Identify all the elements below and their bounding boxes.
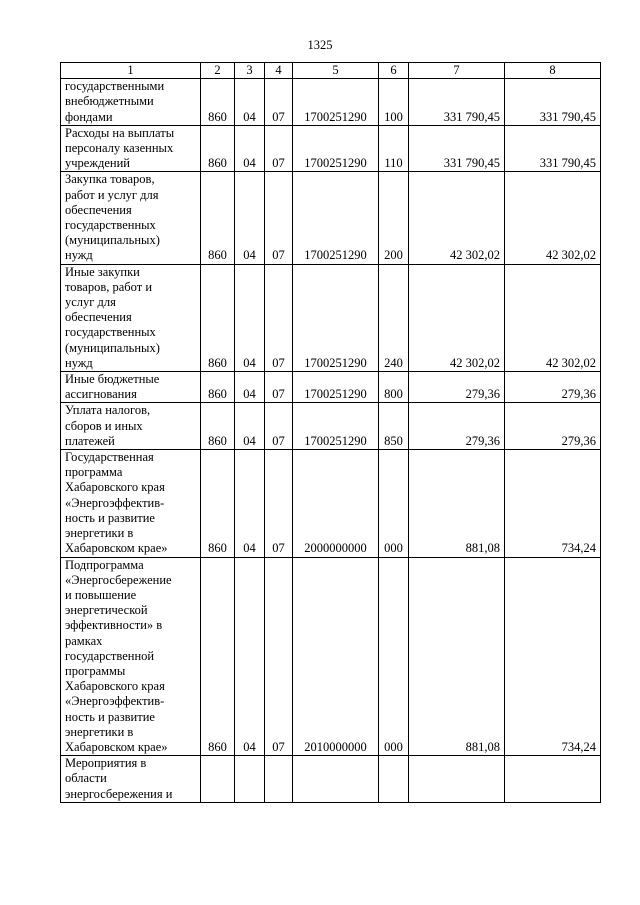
row-col5-cell: 1700251290 xyxy=(293,79,379,126)
budget-table xyxy=(60,62,601,803)
row-col4-cell: 07 xyxy=(265,79,293,126)
row-name-cell: государственными внебюджетными фондами xyxy=(61,79,201,126)
row-col5-cell xyxy=(293,756,379,803)
row-col3-cell: 04 xyxy=(235,79,265,126)
row-name-cell: Иные закупки товаров, работ и услуг для обеспечения государственных (муниципальных) нужд xyxy=(61,264,201,371)
row-name-cell: Мероприятия в области энергосбережения и xyxy=(61,756,201,803)
header-cell-4: 4 xyxy=(265,63,293,79)
row-col3-cell: 04 xyxy=(235,450,265,557)
table-row xyxy=(61,125,601,172)
row-col6-cell: 800 xyxy=(379,372,409,403)
row-col2-cell: 860 xyxy=(201,79,235,126)
row-name-cell: Уплата налогов, сборов и иных платежей xyxy=(61,403,201,450)
row-col6-cell: 000 xyxy=(379,450,409,557)
header-cell-7: 7 xyxy=(409,63,505,79)
row-col2-cell: 860 xyxy=(201,172,235,264)
row-name-cell: Расходы на выплаты персоналу казенных учреждений xyxy=(61,125,201,172)
row-col2-cell xyxy=(201,756,235,803)
row-name-cell: Закупка товаров, работ и услуг для обеспечения государственных (муниципальных) нужд xyxy=(61,172,201,264)
row-col5-cell: 2010000000 xyxy=(293,557,379,756)
row-col8-cell: 331 790,45 xyxy=(505,125,601,172)
row-col2-cell: 860 xyxy=(201,403,235,450)
row-col6-cell: 000 xyxy=(379,557,409,756)
row-col6-cell: 100 xyxy=(379,79,409,126)
header-cell-5: 5 xyxy=(293,63,379,79)
row-col4-cell: 07 xyxy=(265,450,293,557)
row-col4-cell: 07 xyxy=(265,125,293,172)
row-col7-cell: 42 302,02 xyxy=(409,264,505,371)
row-col5-cell: 1700251290 xyxy=(293,403,379,450)
table-row xyxy=(61,264,601,371)
table-row xyxy=(61,450,601,557)
row-col4-cell: 07 xyxy=(265,372,293,403)
header-cell-6: 6 xyxy=(379,63,409,79)
table-row xyxy=(61,756,601,803)
table-row xyxy=(61,172,601,264)
row-col2-cell: 860 xyxy=(201,557,235,756)
row-col7-cell: 331 790,45 xyxy=(409,79,505,126)
row-col8-cell: 734,24 xyxy=(505,557,601,756)
row-col8-cell: 42 302,02 xyxy=(505,264,601,371)
row-col8-cell: 734,24 xyxy=(505,450,601,557)
header-cell-1: 1 xyxy=(61,63,201,79)
row-col2-cell: 860 xyxy=(201,450,235,557)
row-col8-cell: 279,36 xyxy=(505,372,601,403)
row-name-cell: Государственная программа Хабаровского края «Энергоэффектив- ность и развитие энергетики в Хабаровском крае» xyxy=(61,450,201,557)
row-col6-cell: 850 xyxy=(379,403,409,450)
page-number: 1325 xyxy=(307,38,333,52)
row-col8-cell xyxy=(505,756,601,803)
row-col2-cell: 860 xyxy=(201,125,235,172)
table-row xyxy=(61,557,601,756)
row-name-cell: Подпрограмма «Энергосбережение и повышение энергетической эффективности» в рамках государственной программы Хабаровского края «Энергоэффектив- ность и развитие энергетики в Хабаровском крае» xyxy=(61,557,201,756)
header-cell-8: 8 xyxy=(505,63,601,79)
row-name-cell: Иные бюджетные ассигнования xyxy=(61,372,201,403)
table-body xyxy=(61,79,601,803)
row-col4-cell: 07 xyxy=(265,172,293,264)
table-row xyxy=(61,372,601,403)
header-row xyxy=(61,63,601,79)
row-col7-cell: 279,36 xyxy=(409,372,505,403)
row-col6-cell: 240 xyxy=(379,264,409,371)
row-col3-cell xyxy=(235,756,265,803)
table-row xyxy=(61,403,601,450)
row-col3-cell: 04 xyxy=(235,403,265,450)
row-col3-cell: 04 xyxy=(235,172,265,264)
row-col2-cell: 860 xyxy=(201,264,235,371)
row-col7-cell: 331 790,45 xyxy=(409,125,505,172)
row-col6-cell xyxy=(379,756,409,803)
row-col4-cell xyxy=(265,756,293,803)
row-col2-cell: 860 xyxy=(201,372,235,403)
row-col5-cell: 1700251290 xyxy=(293,372,379,403)
row-col6-cell: 110 xyxy=(379,125,409,172)
row-col8-cell: 331 790,45 xyxy=(505,79,601,126)
row-col6-cell: 200 xyxy=(379,172,409,264)
row-col7-cell: 881,08 xyxy=(409,450,505,557)
row-col3-cell: 04 xyxy=(235,557,265,756)
table-row xyxy=(61,79,601,126)
row-col5-cell: 1700251290 xyxy=(293,172,379,264)
header-cell-3: 3 xyxy=(235,63,265,79)
row-col8-cell: 279,36 xyxy=(505,403,601,450)
row-col4-cell: 07 xyxy=(265,557,293,756)
row-col3-cell: 04 xyxy=(235,264,265,371)
row-col7-cell: 42 302,02 xyxy=(409,172,505,264)
row-col8-cell: 42 302,02 xyxy=(505,172,601,264)
row-col4-cell: 07 xyxy=(265,403,293,450)
row-col5-cell: 1700251290 xyxy=(293,264,379,371)
header-cell-2: 2 xyxy=(201,63,235,79)
row-col5-cell: 2000000000 xyxy=(293,450,379,557)
row-col7-cell xyxy=(409,756,505,803)
row-col3-cell: 04 xyxy=(235,125,265,172)
row-col5-cell: 1700251290 xyxy=(293,125,379,172)
row-col7-cell: 279,36 xyxy=(409,403,505,450)
row-col7-cell: 881,08 xyxy=(409,557,505,756)
row-col3-cell: 04 xyxy=(235,372,265,403)
row-col4-cell: 07 xyxy=(265,264,293,371)
